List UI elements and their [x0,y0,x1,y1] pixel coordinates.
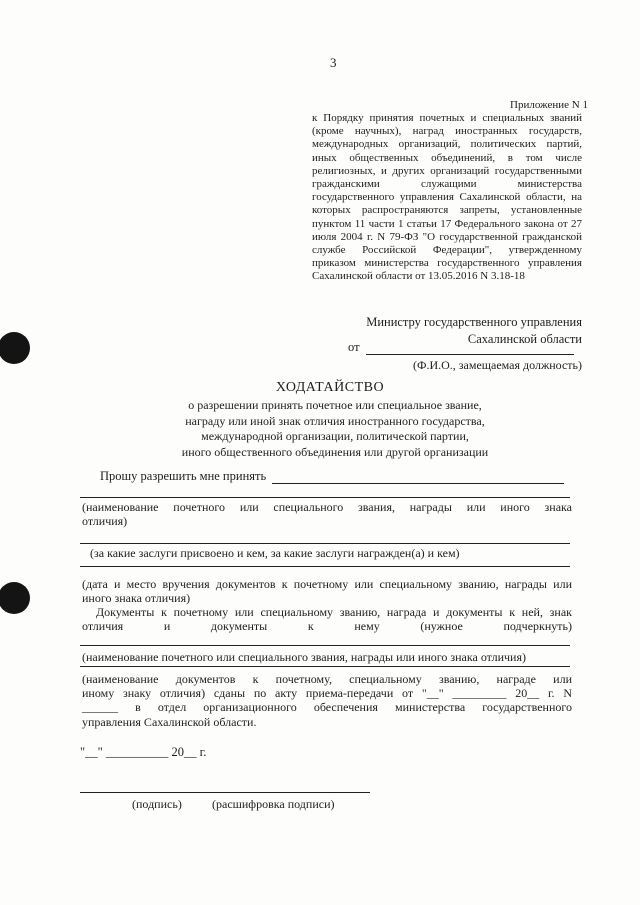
appendix-heading: Приложение N 1 [510,99,588,111]
hint-award-name [82,500,572,528]
request-field-line [272,471,564,484]
hint-date-place-line-1: (дата и место вручения документов к почетному или специальному званию, награды или [82,577,572,591]
request-label: Прошу разрешить мне принять [100,469,267,483]
hint-date-place-line-2: иного знака отличия) [82,591,191,606]
document-title: ХОДАТАЙСТВО [275,380,385,395]
request-row [100,469,564,484]
hint-award-name-line-2: отличия) [82,514,128,529]
subtitle-line-4: иного общественного объединения или другой организации [181,444,489,459]
signature-line [80,792,370,793]
fio-hint: (Ф.И.О., замещаемая должность) [412,358,582,372]
fill-line-2 [80,543,570,544]
subtitle-line-3: международной организации, политической партии, [201,429,469,443]
date-row: "__" __________ 20__ г. [80,745,207,759]
handover-line-3: ______ в отдел организационного обеспечения министерства государственного [82,700,572,715]
hint-date-place [82,577,572,605]
fill-line-3 [80,566,570,567]
hint-award-name-line-1: (наименование почетного или специального звания, награды или иного знака [82,500,572,514]
addressee-line-2: Сахалинской области [467,332,582,346]
signature-decode-label: (расшифровка подписи) [212,797,335,811]
from-label: от [348,340,360,354]
punch-hole-top [0,332,30,364]
subtitle-line-2: награду или иной знак отличия иностранного государства, [185,413,485,428]
documents-paragraph [82,605,572,633]
from-field-line [366,342,574,355]
punch-hole-bottom [0,582,30,614]
fill-line-1 [80,497,570,498]
handover-paragraph [82,672,572,729]
page-number: 3 [330,55,337,70]
from-row [348,340,574,355]
hint-award-name-2: (наименование почетного или специального звания, награды или иного знака отличия) [82,650,526,664]
appendix-text: к Порядку принятия почетных и специальных званий (кроме научных), наград иностранных государств, международных организаций, политических партий, иных общественных объединений, в том числе религиозных, и других организаций государственными гражданскими служащими министерства государственного управления Сахалинской области, на которых распространяются запреты, установленные пунктом 11 части 1 статьи 17 Федерального закона от 27 июля 2004 г. N 79-ФЗ "О государственной гражданской службе Российской Федерации", утвержденному приказом министерства государственного управления Сахалинской области от 13.05.2016 N 3.18-18 [312,112,582,283]
signature-label: (подпись) [132,797,182,811]
subtitle-line-1: о разрешении принять почетное или специальное звание, [188,398,482,412]
handover-line-4: управления Сахалинской области. [82,714,257,729]
handover-line-2: иному знаку отличия) сданы по акту приема-передачи от "__" _________ 20__ г. N [82,686,572,701]
addressee-line-1: Министру государственного управления [366,315,582,329]
fill-line-5 [80,666,570,667]
handover-line-1: (наименование документов к почетному, специальному званию, награде или [82,672,572,686]
hint-merits: (за какие заслуги присвоено и кем, за какие заслуги награжден(а) и кем) [90,546,460,560]
documents-line-1: Документы к почетному или специальному званию, награда и документы к ней, знак [96,605,572,619]
documents-line-2: отличия и документы к нему (нужное подчеркнуть) [82,619,572,634]
fill-line-4 [80,645,570,646]
document-subtitle [40,398,630,460]
